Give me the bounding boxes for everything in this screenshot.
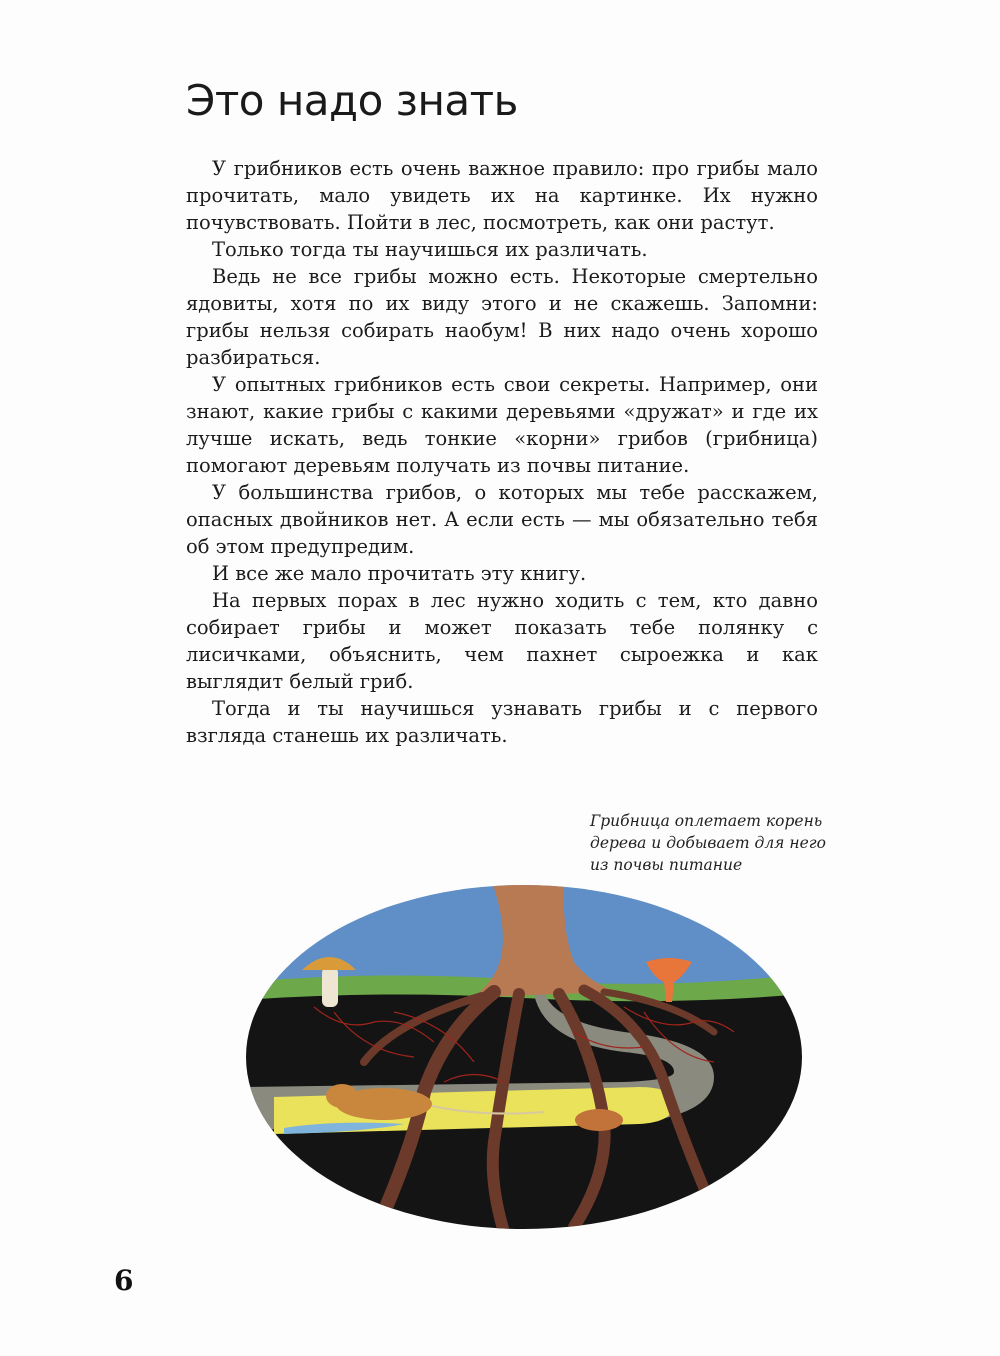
paragraph: Ведь не все грибы можно есть. Некоторые смертельно ядовиты, хотя по их виду этого и не скажешь. Запомни: грибы нельзя собирать наобум! В них надо очень хорошо разбираться. xyxy=(186,265,818,369)
article-body xyxy=(186,155,818,749)
paragraph: И все же мало прочитать эту книгу. xyxy=(212,562,587,585)
illustration-caption xyxy=(590,810,840,876)
page-number: 6 xyxy=(114,1264,134,1297)
mycelium-illustration xyxy=(244,882,804,1232)
basket xyxy=(575,1109,623,1131)
paragraph: У грибников есть очень важное правило: про грибы мало прочитать, мало увидеть их на картинке. Их нужно почувствовать. Пойти в лес, посмотреть, как они растут. xyxy=(186,157,818,234)
page-title: Это надо знать xyxy=(186,76,518,125)
caption-line: Грибница оплетает корень xyxy=(590,812,823,830)
caption-line: из почвы питание xyxy=(590,856,743,874)
caption-line: дерева и добывает для него xyxy=(590,834,826,852)
paragraph: Только тогда ты научишься их различать. xyxy=(212,238,648,261)
paragraph: У большинства грибов, о которых мы тебе расскажем, опасных двойников нет. А если есть — мы обязательно тебя об этом предупредим. xyxy=(186,481,818,558)
paragraph: На первых порах в лес нужно ходить с тем, кто давно собирает грибы и может показать тебе полянку с лисичками, объяснить, чем пахнет сыроежка и как выглядит белый гриб. xyxy=(186,589,818,693)
paragraph: У опытных грибников есть свои секреты. Например, они знают, какие грибы с какими деревьями «дружат» и где их лучше искать, ведь тонкие «корни» грибов (грибница) помогают деревьям получать из почвы питание. xyxy=(186,373,818,477)
paragraph: Тогда и ты научишься узнавать грибы и с первого взгляда станешь их различать. xyxy=(186,697,818,747)
